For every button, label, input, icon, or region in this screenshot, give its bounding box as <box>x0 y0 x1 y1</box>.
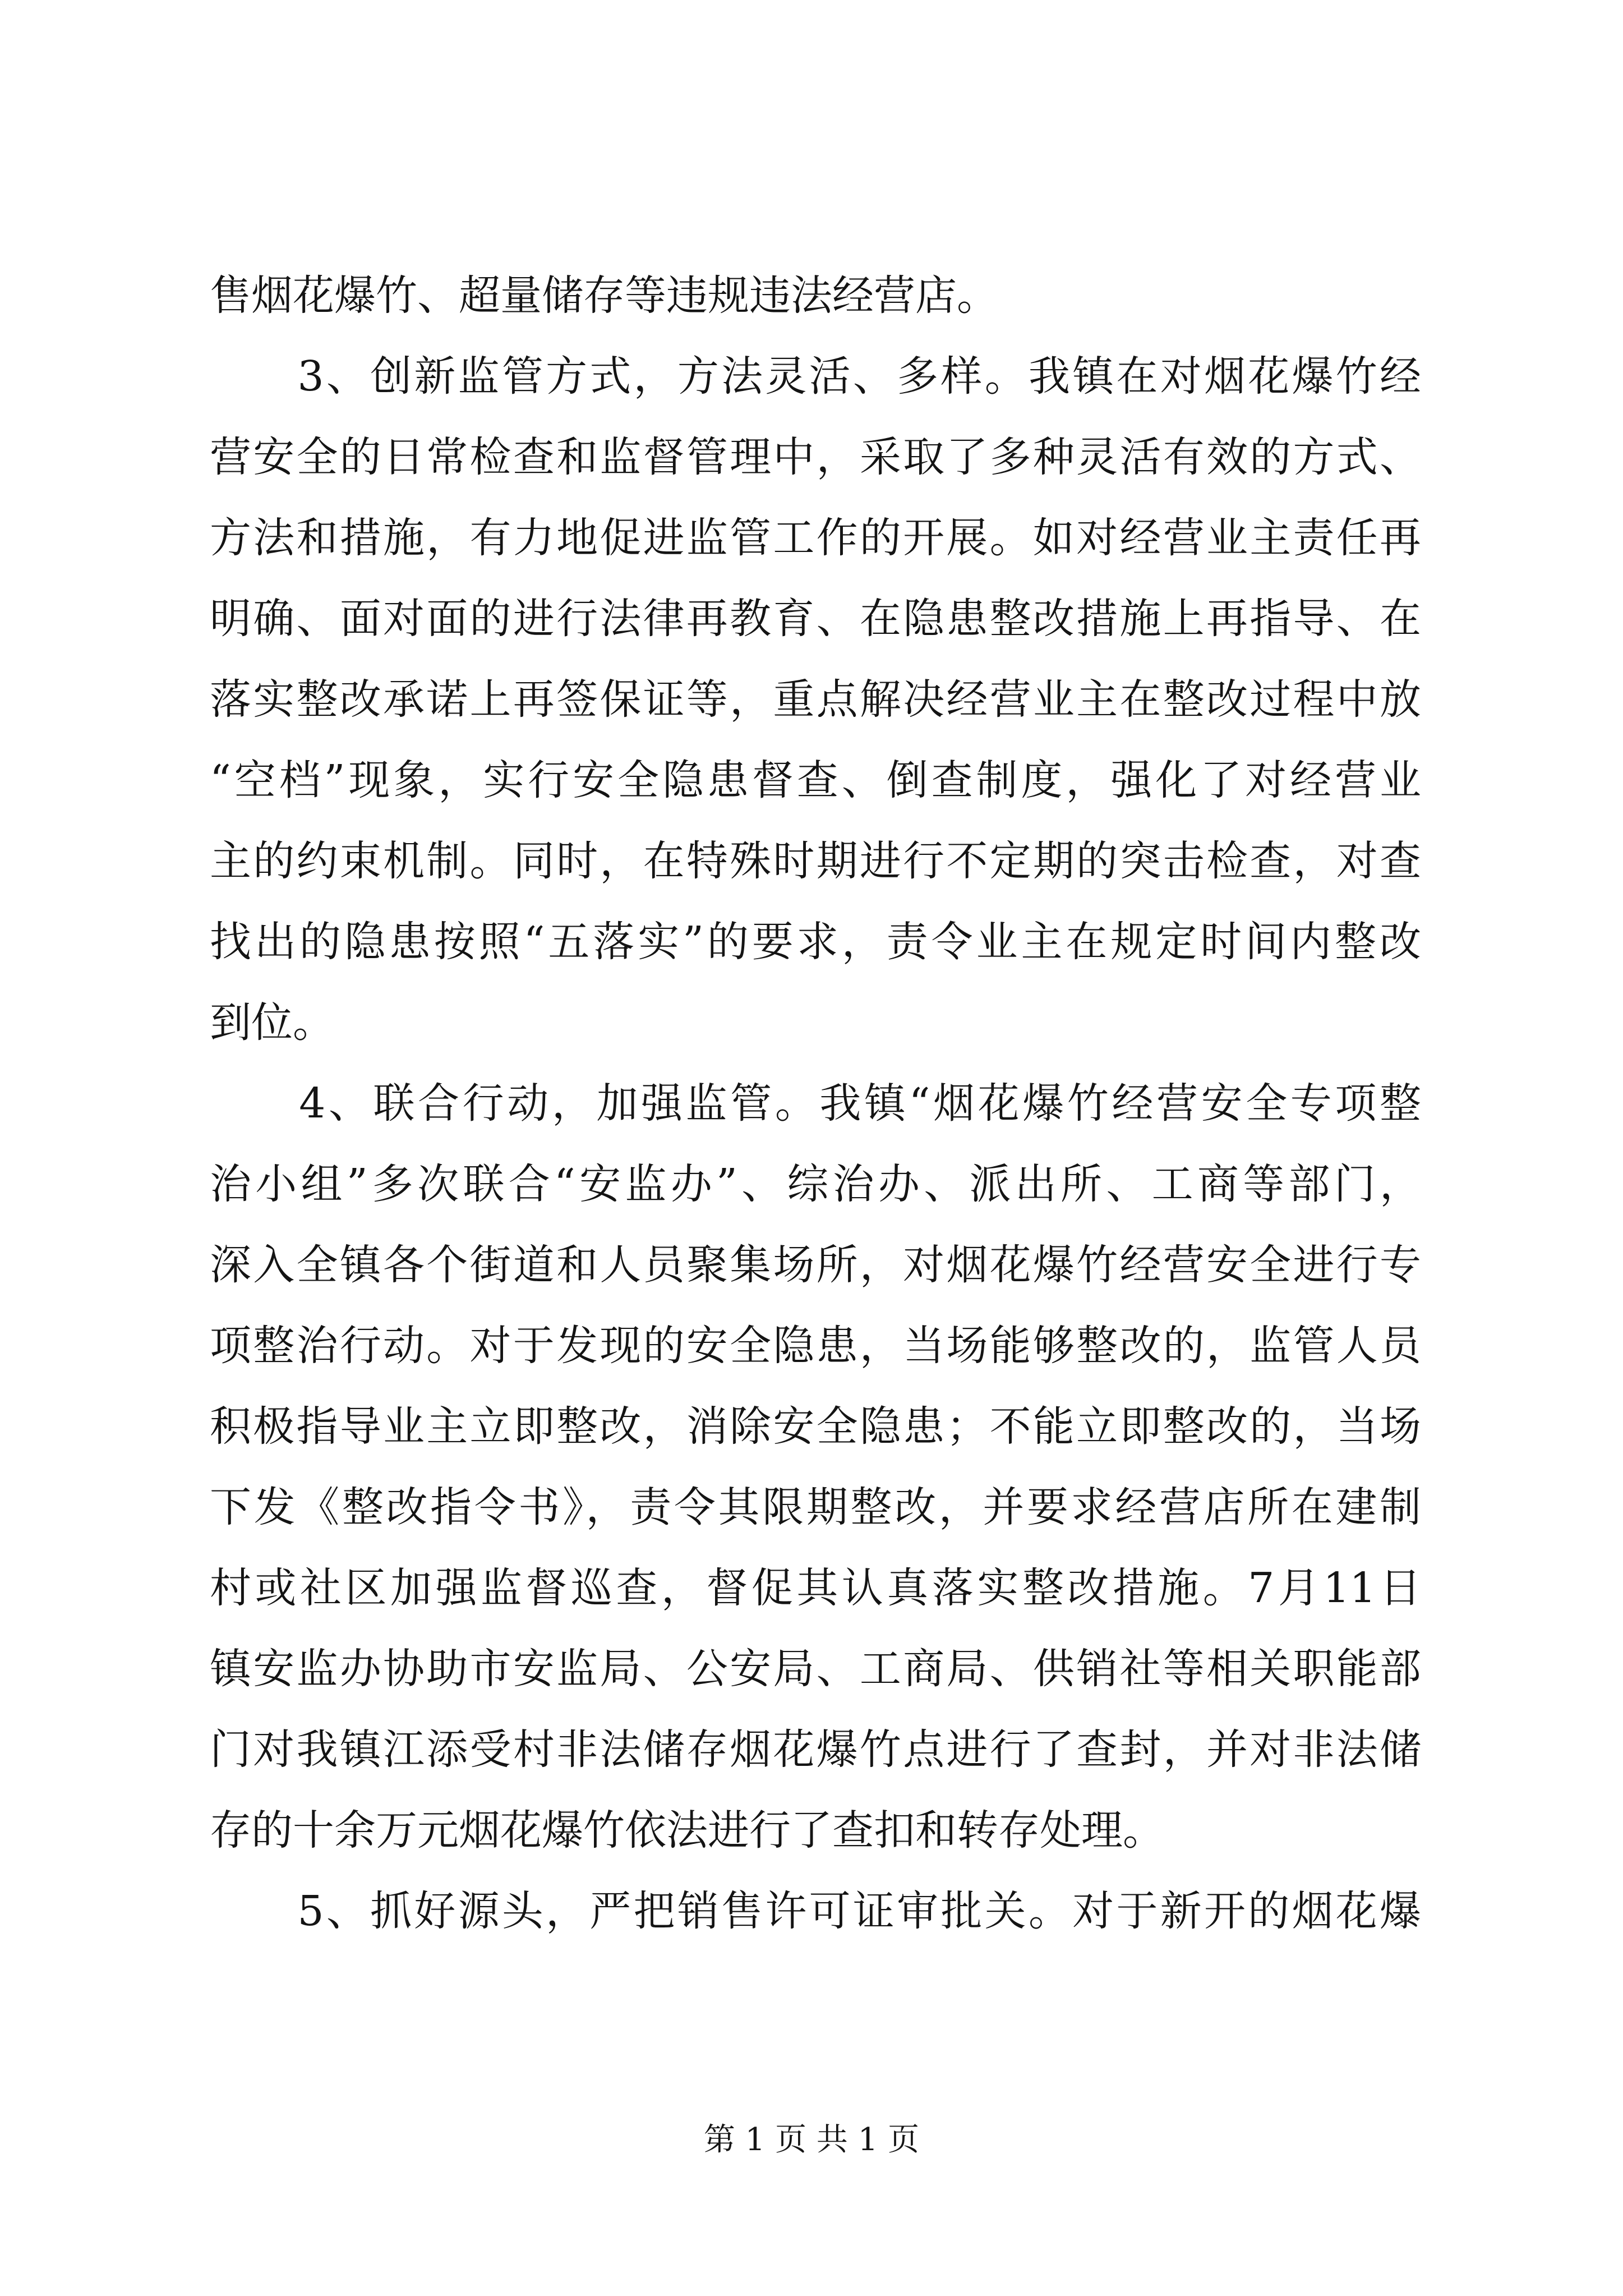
text-line: 明确、面对面的进行法律再教育、在隐患整改措施上再指导、在 <box>210 595 1421 643</box>
text-line: 方法和措施，有力地促进监管工作的开展。如对经营业主责任再 <box>210 514 1421 562</box>
page-number-label: 第 1 页 共 1 页 <box>703 2122 920 2158</box>
text-line: 治小组”多次联合“安监办”、综治办、派出所、工商等部门， <box>210 1160 1421 1208</box>
text-line: 主的约束机制。同时，在特殊时期进行不定期的突击检查，对查 <box>210 837 1421 885</box>
text-line: “空档”现象，实行安全隐患督查、倒查制度，强化了对经营业 <box>210 756 1421 804</box>
text-line: 门对我镇江添受村非法储存烟花爆竹点进行了查封，并对非法储 <box>210 1726 1421 1774</box>
document-body <box>210 255 1421 1952</box>
text-line: 到位。 <box>210 999 334 1047</box>
text-line: 深入全镇各个街道和人员聚集场所，对烟花爆竹经营安全进行专 <box>210 1241 1421 1289</box>
text-line: 3、创新监管方式，方法灵活、多样。我镇在对烟花爆竹经 <box>210 352 1421 401</box>
text-line: 存的十余万元烟花爆竹依法进行了查扣和转存处理。 <box>210 1806 1164 1855</box>
page-footer <box>0 2120 1623 2160</box>
text-line: 5、抓好源头，严把销售许可证审批关。对于新开的烟花爆 <box>210 1887 1421 1935</box>
text-line: 找出的隐患按照“五落实”的要求，责令业主在规定时间内整改 <box>210 918 1421 966</box>
text-line: 积极指导业主立即整改，消除安全隐患；不能立即整改的，当场 <box>210 1402 1421 1451</box>
text-line: 镇安监办协助市安监局、公安局、工商局、供销社等相关职能部 <box>210 1645 1421 1693</box>
text-line: 营安全的日常检查和监督管理中，采取了多种灵活有效的方式、 <box>210 433 1421 481</box>
text-line: 村或社区加强监督巡查，督促其认真落实整改措施。7月11日 <box>210 1564 1421 1612</box>
text-line: 售烟花爆竹、超量储存等违规违法经营店。 <box>210 272 998 320</box>
text-line: 落实整改承诺上再签保证等，重点解决经营业主在整改过程中放 <box>210 675 1421 724</box>
text-line: 项整治行动。对于发现的安全隐患，当场能够整改的，监管人员 <box>210 1322 1421 1370</box>
text-line: 4、联合行动，加强监管。我镇“烟花爆竹经营安全专项整 <box>210 1079 1421 1128</box>
text-line: 下发《整改指令书》，责令其限期整改，并要求经营店所在建制 <box>210 1483 1421 1531</box>
